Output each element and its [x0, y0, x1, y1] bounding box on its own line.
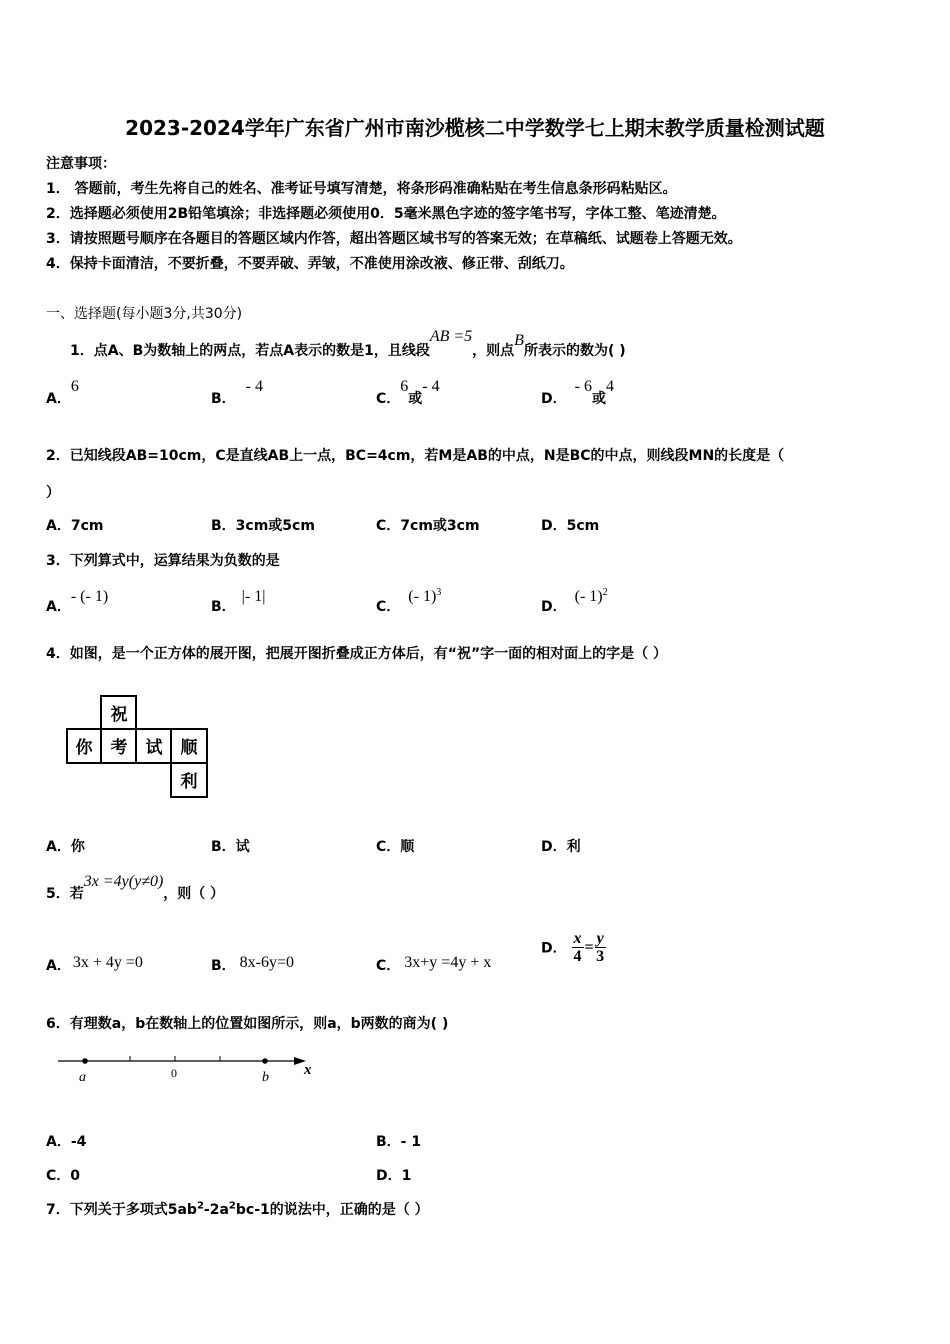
net-char-4: 顺 — [180, 738, 198, 757]
question-2-stem: 2．已知线段AB=10cm，C是直线AB上一点，BC=4cm，若M是AB的中点，N是BC的中点，则线段MN的长度是（ — [46, 448, 785, 464]
net-char-3: 试 — [145, 738, 163, 757]
q6-option-b[interactable]: B．- 1 — [376, 1134, 422, 1150]
q6-option-d[interactable]: D．1 — [376, 1168, 412, 1184]
q4-option-d[interactable]: D．利 — [541, 839, 581, 855]
question-6-stem: 6．有理数a，b在数轴上的位置如图所示，则a，b两数的商为( ) — [46, 1016, 449, 1032]
q1-option-c[interactable]: C．6或- 4 — [376, 378, 440, 407]
q2-option-a[interactable]: A．7cm — [46, 518, 104, 534]
fraction: $\frac{y}{3}$ — [596, 930, 605, 965]
q5-option-a[interactable]: A． 3x + 4y =0 — [46, 954, 143, 974]
q3-option-b[interactable]: B．|- 1| — [211, 588, 266, 615]
note-item: 2．选择题必须使用2B铅笔填涂；非选择题必须使用0．5毫米黑色字迹的签字笔书写，字体工整、笔迹清楚。 — [46, 206, 726, 222]
q1-option-b[interactable]: B．- 4 — [211, 378, 263, 407]
label-b: b — [262, 1070, 269, 1085]
q4-option-a[interactable]: A．你 — [46, 839, 85, 855]
question-7-stem: 7．下列关于多项式$5ab^2-2a^2bc-1$的说法中，正确的是（ ） — [46, 1200, 429, 1218]
point-a — [82, 1058, 88, 1064]
q5-option-b[interactable]: B． 8x-6y=0 — [211, 954, 295, 974]
page-title: 2023-2024学年广东省广州市南沙榄核二中学数学七上期末教学质量检测试题 — [125, 116, 825, 140]
label-zero: 0 — [171, 1066, 177, 1080]
q4-option-b[interactable]: B．试 — [211, 839, 250, 855]
fraction: $\frac{x}{4}$ — [573, 930, 582, 965]
q4-option-c[interactable]: C．顺 — [376, 839, 415, 855]
q1-option-d[interactable]: D．- 6或4 — [541, 378, 614, 407]
q3-option-c[interactable]: C．(- 1)$^3$ — [376, 587, 442, 615]
q2-option-b[interactable]: B．3cm或5cm — [211, 518, 315, 534]
q3-option-d[interactable]: D．(- 1)$^2$ — [541, 587, 608, 615]
q2-option-d[interactable]: D．5cm — [541, 518, 600, 534]
label-x: x — [304, 1062, 312, 1078]
q5-option-c[interactable]: C． 3x+y =4y + x — [376, 954, 492, 974]
q2-option-c[interactable]: C．7cm或3cm — [376, 518, 480, 534]
number-line-figure — [50, 1050, 330, 1090]
net-char-2: 考 — [110, 738, 128, 757]
note-item: 4．保持卡面清洁，不要折叠，不要弄破、弄皱，不准使用涂改液、修正带、刮纸刀。 — [46, 256, 574, 272]
net-char-top: 祝 — [110, 705, 128, 724]
label-a: a — [79, 1070, 86, 1085]
q1-option-a[interactable]: A．6 — [46, 378, 79, 407]
question-4-stem: 4．如图，是一个正方体的展开图，把展开图折叠成正方体后，有“祝”字一面的相对面上的字是（ ） — [46, 646, 668, 662]
q6-option-a[interactable]: A．-4 — [46, 1134, 87, 1150]
note-item: 3．请按照题号顺序在各题目的答题区域内作答，超出答题区域书写的答案无效；在草稿纸、试题卷上答题无效。 — [46, 231, 742, 247]
question-5-stem: 5．若3x =4y(y≠0)，则（ ） — [46, 873, 225, 902]
net-char-bottom: 利 — [180, 772, 198, 791]
cube-net-figure — [60, 688, 220, 803]
question-2-stem-end: ） — [46, 485, 60, 501]
q3-option-a[interactable]: A．- (- 1) — [46, 588, 109, 615]
notes-heading: 注意事项： — [46, 156, 116, 172]
question-1-stem: 1．点A、B为数轴上的两点，若点A表示的数是1，且线段AB =5，则点B所表示的数为( ) — [70, 328, 626, 359]
q6-option-c[interactable]: C．0 — [46, 1168, 81, 1184]
q5-option-d[interactable]: D． $\frac{x}{4}$ = $\frac{y}{3}$ — [541, 930, 605, 965]
question-3-stem: 3．下列算式中，运算结果为负数的是 — [46, 553, 280, 569]
point-b — [262, 1058, 268, 1064]
section-heading: 一、选择题(每小题3分,共30分) — [46, 306, 243, 322]
net-char-1: 你 — [75, 738, 93, 757]
note-item: 1． 答题前，考生先将自己的姓名、准考证号填写清楚，将条形码准确粘贴在考生信息条形码粘贴区。 — [46, 181, 677, 197]
